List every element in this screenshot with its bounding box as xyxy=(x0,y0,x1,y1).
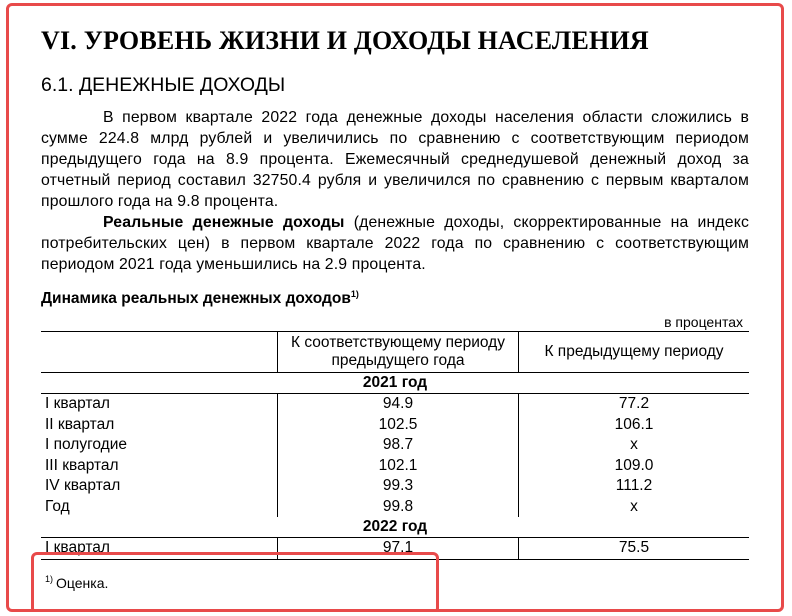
year-label-2021: 2021 год xyxy=(41,373,749,394)
document-page xyxy=(6,3,784,612)
header-prev-year: К соответствующему периоду предыдущего года xyxy=(278,332,519,373)
table-title-text: Динамика реальных денежных доходов xyxy=(41,290,351,307)
table-row xyxy=(41,435,749,456)
value-prev-period: 106.1 xyxy=(519,415,750,436)
section-title: 6.1. ДЕНЕЖНЫЕ ДОХОДЫ xyxy=(41,74,286,96)
real-income-text: (денежные доходы, скорректированные на индекс потребительских цен) в первом квартале 2022 года по сравнению с соответствующим периодом 2021 года уменьшились на 2.9 процента. xyxy=(41,214,749,273)
value-prev-year: 94.9 xyxy=(278,394,519,415)
real-income-term: Реальные денежные доходы xyxy=(103,214,345,231)
chapter-title: VI. УРОВЕНЬ ЖИЗНИ И ДОХОДЫ НАСЕЛЕНИЯ xyxy=(41,26,649,55)
table-body-2022 xyxy=(41,517,749,559)
row-label: I полугодие xyxy=(45,436,127,453)
value-prev-year: 102.5 xyxy=(278,415,519,436)
row-label: III квартал xyxy=(45,456,119,474)
value-prev-period: 111.2 xyxy=(519,476,750,497)
value-prev-period: 77.2 xyxy=(519,394,750,415)
row-label: Год xyxy=(45,497,70,515)
footnote xyxy=(45,570,749,591)
table-body-2021 xyxy=(41,373,749,518)
real-income-paragraph xyxy=(41,212,749,275)
value-prev-period: 75.5 xyxy=(519,538,750,560)
table-row xyxy=(41,394,749,415)
table-row xyxy=(41,497,749,518)
table-title xyxy=(41,284,749,307)
value-prev-year: 102.1 xyxy=(278,456,519,477)
table-row xyxy=(41,538,749,560)
table-row xyxy=(41,456,749,477)
header-period xyxy=(41,332,278,373)
value-prev-period: x xyxy=(519,497,750,518)
year-row-2022 xyxy=(41,517,749,538)
value-prev-year: 99.8 xyxy=(278,497,519,518)
year-row-2021 xyxy=(41,373,749,394)
value-prev-year: 98.7 xyxy=(278,435,519,456)
row-label: I квартал xyxy=(41,538,278,560)
footnote-mark: 1) xyxy=(45,573,54,584)
table-row xyxy=(41,415,749,436)
income-dynamics-table xyxy=(41,331,749,560)
table-row xyxy=(41,476,749,497)
value-prev-year: 99.3 xyxy=(278,476,519,497)
table-header-row xyxy=(41,332,749,373)
row-label: I квартал xyxy=(45,395,110,412)
footnote-text: Оценка. xyxy=(56,574,109,591)
row-label: II квартал xyxy=(45,415,115,433)
table-title-footnote-mark: 1) xyxy=(350,289,359,299)
unit-label: в процентах xyxy=(664,314,743,330)
value-prev-period: 109.0 xyxy=(519,456,750,477)
year-label-2022: 2022 год xyxy=(41,517,749,538)
document-content xyxy=(41,24,749,591)
value-prev-year: 97.1 xyxy=(278,538,519,560)
income-paragraph: В первом квартале 2022 года денежные доходы населения области сложились в сумме 224.8 млрд рублей и увеличились по сравнению с соответствующим периодом предыдущего года на 8.9 процента. Ежемесячный среднедушевой денежный доход за отчетный период составил 32750.4 рубля и увеличился по сравнению с первым кварталом прошлого года на 9.8 процента. xyxy=(41,109,749,210)
header-prev-period: К предыдущему периоду xyxy=(519,332,750,373)
value-prev-period: x xyxy=(519,435,750,456)
row-label: IV квартал xyxy=(45,477,121,494)
